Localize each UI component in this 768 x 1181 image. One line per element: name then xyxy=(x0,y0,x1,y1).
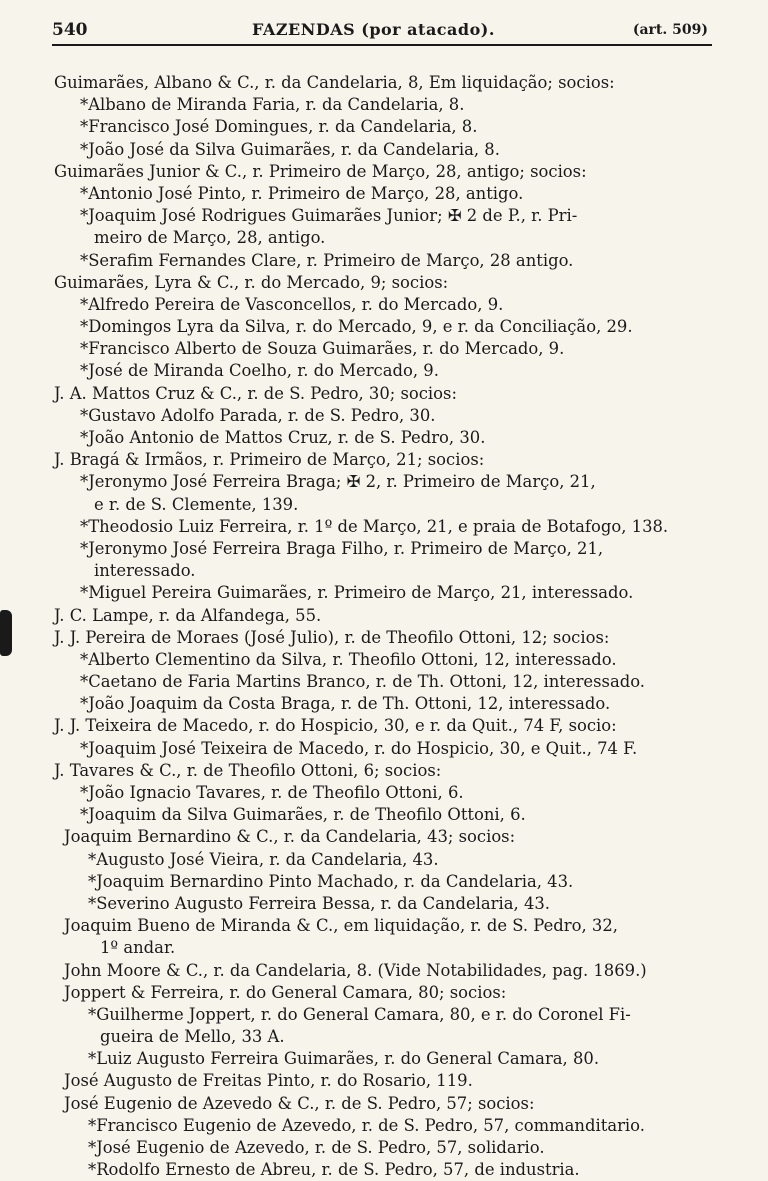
entry-line: *Francisco Eugenio de Azevedo, r. de S. Pedro, 57, commanditario. xyxy=(88,1115,645,1135)
entry-line: *Luiz Augusto Ferreira Guimarães, r. do General Camara, 80. xyxy=(88,1049,600,1069)
entry-line: Joaquim Bueno de Miranda & C., em liquidação, r. de S. Pedro, 32, xyxy=(64,916,618,936)
entry-line: *Joaquim da Silva Guimarães, r. de Theofilo Ottoni, 6. xyxy=(80,805,526,825)
entry-line: John Moore & C., r. da Candelaria, 8. (Vide Notabilidades, pag. 1869.) xyxy=(64,960,647,980)
entry-line: *Theodosio Luiz Ferreira, r. 1º de Março, 21, e praia de Botafogo, 138. xyxy=(80,516,669,536)
entry-line: *Albano de Miranda Faria, r. da Candelaria, 8. xyxy=(80,95,465,115)
entry-line: *Jeronymo José Ferreira Braga Filho, r. Primeiro de Março, 21, xyxy=(80,538,604,558)
entry-line: interessado. xyxy=(94,561,196,581)
entry-line: *Miguel Pereira Guimarães, r. Primeiro de Março, 21, interessado. xyxy=(80,583,634,603)
entry-line: Guimarães, Albano & C., r. da Candelaria, 8, Em liquidação; socios: xyxy=(54,73,615,92)
entry-line: *Alberto Clementino da Silva, r. Theofilo Ottoni, 12, interessado. xyxy=(80,649,617,669)
entry-line: *João Joaquim da Costa Braga, r. de Th. Ottoni, 12, interessado. xyxy=(80,694,611,714)
entry-line: *Severino Augusto Ferreira Bessa, r. da Candelaria, 43. xyxy=(88,893,551,913)
entry-line: *Domingos Lyra da Silva, r. do Mercado, 9, e r. da Conciliação, 29. xyxy=(80,317,633,337)
entry-line: *Caetano de Faria Martins Branco, r. de Th. Ottoni, 12, interessado. xyxy=(80,672,646,692)
entry-line: *Joaquim Bernardino Pinto Machado, r. da Candelaria, 43. xyxy=(88,871,574,891)
entry-line: Guimarães, Lyra & C., r. do Mercado, 9; socios: xyxy=(54,272,449,292)
entry-line: *Joaquim José Teixeira de Macedo, r. do Hospicio, 30, e Quit., 74 F. xyxy=(80,738,638,758)
entry-line: 1º andar. xyxy=(100,938,176,958)
entry-line: *José Eugenio de Azevedo, r. de S. Pedro, 57, solidario. xyxy=(88,1138,545,1157)
directory-entries xyxy=(54,72,714,1181)
entry-line: J. A. Mattos Cruz & C., r. de S. Pedro, 30; socios: xyxy=(54,383,457,403)
entry-line: *Jeronymo José Ferreira Braga; ✠ 2, r. Primeiro de Março, 21, xyxy=(80,472,596,492)
entry-line: *Francisco José Domingues, r. da Candelaria, 8. xyxy=(80,117,478,137)
entry-line: J. J. Pereira de Moraes (José Julio), r. de Theofilo Ottoni, 12; socios: xyxy=(54,627,610,647)
entry-line: José Augusto de Freitas Pinto, r. do Rosario, 119. xyxy=(64,1071,473,1091)
entry-line: *Serafim Fernandes Clare, r. Primeiro de Março, 28 antigo. xyxy=(80,250,574,270)
entry-line: *Joaquim José Rodrigues Guimarães Junior; ✠ 2 de P., r. Pri- xyxy=(80,206,578,226)
entry-line: Guimarães Junior & C., r. Primeiro de Março, 28, antigo; socios: xyxy=(54,161,587,181)
entry-line: e r. de S. Clemente, 139. xyxy=(94,494,299,514)
entry-line: J. Bragá & Irmãos, r. Primeiro de Março, 21; socios: xyxy=(54,450,485,470)
entry-line: Joppert & Ferreira, r. do General Camara, 80; socios: xyxy=(64,982,507,1002)
entry-line: *João José da Silva Guimarães, r. da Candelaria, 8. xyxy=(80,139,500,159)
page-header xyxy=(52,14,712,46)
entry-line: *Guilherme Joppert, r. do General Camara, 80, e r. do Coronel Fi- xyxy=(88,1004,631,1024)
entry-line: *Antonio José Pinto, r. Primeiro de Março, 28, antigo. xyxy=(80,183,524,203)
entry-line: J. J. Teixeira de Macedo, r. do Hospicio, 30, e r. da Quit., 74 F, socio: xyxy=(54,716,617,736)
entry-line: José Eugenio de Azevedo & C., r. de S. Pedro, 57; socios: xyxy=(64,1093,535,1113)
entry-line: *Augusto José Vieira, r. da Candelaria, 43. xyxy=(88,849,439,869)
entry-line: J. Tavares & C., r. de Theofilo Ottoni, 6; socios: xyxy=(54,760,442,780)
entry-line: *Gustavo Adolfo Parada, r. de S. Pedro, 30. xyxy=(80,405,436,425)
entry-line: *Alfredo Pereira de Vasconcellos, r. do Mercado, 9. xyxy=(80,294,504,314)
entry-line: *Rodolfo Ernesto de Abreu, r. de S. Pedro, 57, de industria. xyxy=(88,1160,580,1180)
entry-line: *João Antonio de Mattos Cruz, r. de S. Pedro, 30. xyxy=(80,428,486,447)
entry-line: gueira de Mello, 33 A. xyxy=(100,1027,285,1047)
entry-line: J. C. Lampe, r. da Alfandega, 55. xyxy=(54,605,322,625)
entry-line: meiro de Março, 28, antigo. xyxy=(94,228,326,248)
entry-line: *Francisco Alberto de Souza Guimarães, r. do Mercado, 9. xyxy=(80,339,565,359)
entry-line: *José de Miranda Coelho, r. do Mercado, 9. xyxy=(80,361,439,381)
running-title: FAZENDAS (por atacado). xyxy=(252,20,495,39)
article-reference: (art. 509) xyxy=(632,22,708,38)
entry-line: Joaquim Bernardino & C., r. da Candelaria, 43; socios: xyxy=(64,827,516,847)
entry-line: *João Ignacio Tavares, r. de Theofilo Ottoni, 6. xyxy=(80,783,464,802)
margin-ink-mark xyxy=(0,610,12,656)
page-number: 540 xyxy=(52,20,88,40)
